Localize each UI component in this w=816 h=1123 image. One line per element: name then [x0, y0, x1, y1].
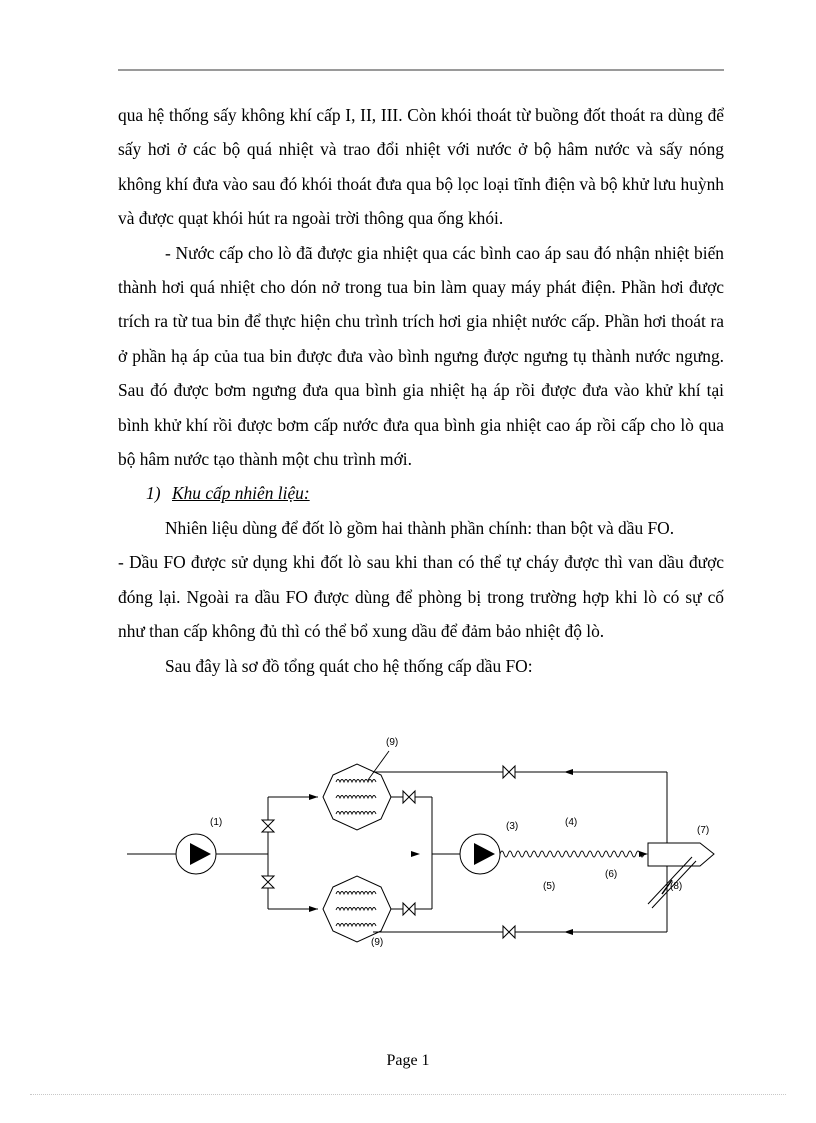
- valve: [403, 903, 415, 915]
- pump-3-arrow: [474, 843, 495, 865]
- label-9-bottom: (9): [371, 937, 384, 948]
- document-body: [118, 98, 724, 683]
- valve: [262, 876, 274, 888]
- pump-1-arrow: [190, 843, 211, 865]
- diagram-svg: [118, 726, 718, 956]
- header-rule: [118, 69, 724, 71]
- paragraph: - Dầu FO được sử dụng khi đốt lò sau khi than có thể tự cháy được thì van dầu được đóng lại. Ngoài ra dầu FO được dùng để phòng bị trong trường hợp khi lò có sự cố như than cấp không đủ thì có thể bổ xung dầu để đảm bảo nhiệt độ lò.: [118, 552, 724, 642]
- flow-arrow: [309, 906, 318, 912]
- heat-trace-coil: [500, 851, 644, 857]
- label-8: (8): [670, 881, 683, 892]
- flow-arrow: [564, 929, 573, 935]
- heater-coils: [336, 751, 389, 926]
- paragraph: Nhiên liệu dùng để đốt lò gồm hai thành phần chính: than bột và dầu FO.: [165, 517, 675, 538]
- label-9-top: (9): [386, 737, 399, 748]
- section-number: 1): [146, 483, 161, 504]
- label-1: (1): [210, 817, 223, 828]
- heater-top: [323, 764, 391, 830]
- burner-7: [648, 843, 714, 866]
- section-title: Khu cấp nhiên liệu:: [172, 483, 310, 504]
- flow-arrow: [309, 794, 318, 800]
- fo-supply-diagram: [118, 726, 718, 961]
- paragraph: qua hệ thống sấy không khí cấp I, II, III. Còn khói thoát từ buồng đốt thoát ra dùng để sấy hơi ở các bộ quá nhiệt và trao đổi nhiệt với nước ở bộ hâm nước và sấy nóng không khí đưa vào sau đó khói thoát đưa qua bộ lọc loại tĩnh điện và bộ khử lưu huỳnh và được quạt khói hút ra ngoài trời thông qua ống khói.: [118, 105, 724, 229]
- valve: [503, 926, 515, 938]
- label-4: (4): [565, 817, 578, 828]
- page-footer: Page 1: [386, 1052, 430, 1069]
- label-7: (7): [697, 825, 710, 836]
- label-3: (3): [506, 821, 519, 832]
- section-heading: [118, 476, 724, 510]
- flow-arrow: [411, 851, 420, 857]
- paragraph: - Nước cấp cho lò đã được gia nhiệt qua các bình cao áp sau đó nhận nhiệt biến thành hơi quá nhiệt cho dón nở trong tua bin làm quay máy phát điện. Phần hơi được trích ra từ tua bin để thực hiện chu trình trích hơi gia nhiệt nước cấp. Phần hơi thoát ra ở phần hạ áp của tua bin được đưa vào bình ngưng được ngưng tụ thành nước ngưng. Sau đó được bơm ngưng đưa qua bình gia nhiệt hạ áp rồi được đưa vào khử khí tại bình khử khí rồi được bơm cấp nước đưa qua bình gia nhiệt cao áp rồi cấp cho lò qua bộ hâm nước tạo thành một chu trình mới.: [118, 242, 724, 470]
- page-edge-rule: [30, 1094, 786, 1095]
- paragraph: Sau đây là sơ đồ tổng quát cho hệ thống cấp dầu FO:: [165, 655, 533, 676]
- label-5: (5): [543, 881, 556, 892]
- flow-arrow: [564, 769, 573, 775]
- valve: [503, 766, 515, 778]
- valve: [403, 791, 415, 803]
- label-6: (6): [605, 869, 618, 880]
- valve: [262, 820, 274, 832]
